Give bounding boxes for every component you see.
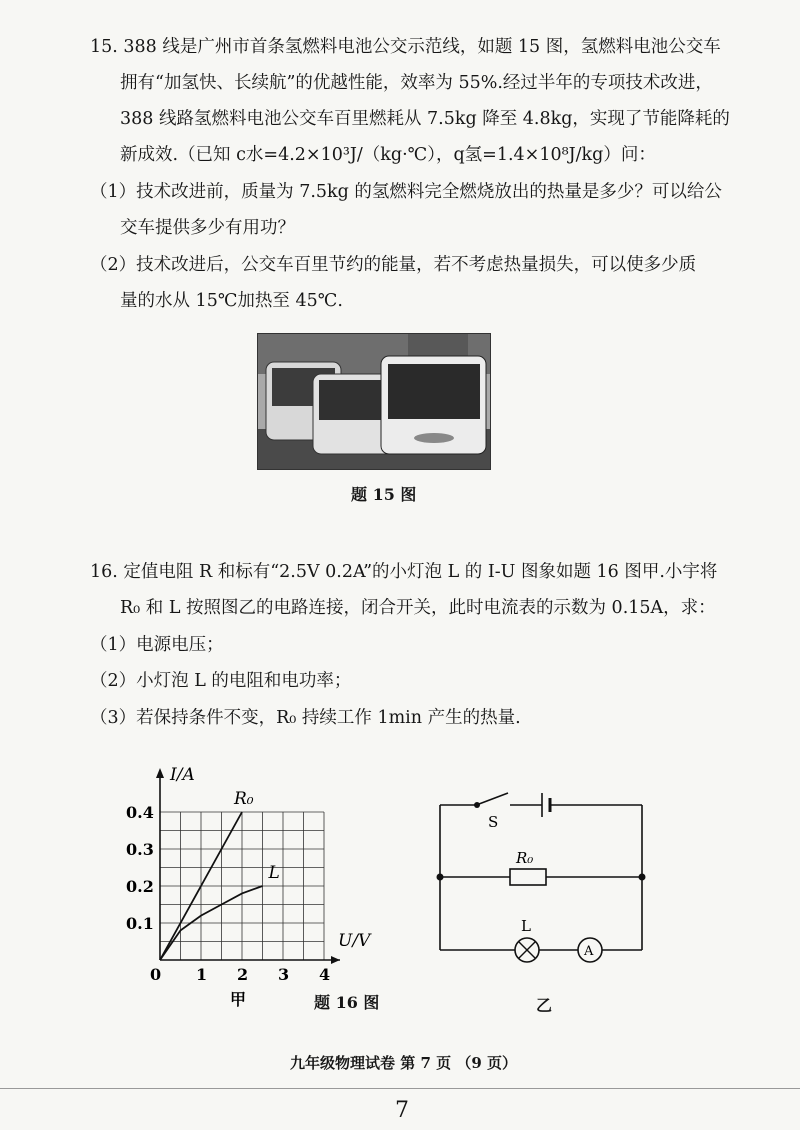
series-r0-label: R₀ xyxy=(234,789,254,809)
label-jia: 甲 xyxy=(230,990,247,1009)
switch-pivot xyxy=(474,802,480,808)
y-axis-arrow xyxy=(156,768,164,778)
x-axis-arrow xyxy=(331,956,340,964)
q15-line-4: 新成效.（已知 c水=4.2×10³J/（kg·℃），q氢=1.4×10⁸J/kg）问： xyxy=(120,145,656,165)
x-tick-label: 1 xyxy=(196,965,208,984)
y-axis-label: I/A xyxy=(170,765,195,785)
lamp-label: L xyxy=(521,917,531,935)
q15-part-2b: 量的水从 15℃加热至 45℃. xyxy=(120,291,343,311)
label-yi: 乙 xyxy=(536,996,553,1015)
q15-line-3: 388 线路氢燃料电池公交车百里燃耗从 7.5kg 降至 4.8kg，实现了节能降耗的 xyxy=(120,109,730,129)
bus-illustration xyxy=(258,334,490,469)
q15-part-1b: 交车提供多少有用功？ xyxy=(120,218,295,238)
q16-figure-caption: 题 16 图 xyxy=(314,993,380,1012)
x-tick-label: 3 xyxy=(278,965,290,984)
q15-line-2: 拥有“加氢快、长续航”的优越性能，效率为 55%.经过半年的专项技术改进， xyxy=(120,73,713,93)
y-tick-label: 0.2 xyxy=(126,877,154,896)
x-tick-label: 4 xyxy=(319,965,331,984)
q16-line-2: R₀ 和 L 按照图乙的电路连接，闭合开关，此时电流表的示数为 0.15A，求： xyxy=(120,598,716,618)
switch-label: S xyxy=(488,813,499,831)
q15-line-1: 15. 388 线是广州市首条氢燃料电池公交示范线，如题 15 图，氢燃料电池公交车 xyxy=(90,37,721,57)
q16-part-1: （1）电源电压； xyxy=(90,635,224,655)
q16-part-2: （2）小灯泡 L 的电阻和电功率； xyxy=(90,671,352,691)
series-l-label: L xyxy=(268,863,280,883)
junction-right xyxy=(639,874,646,881)
page-number: 7 xyxy=(395,1098,409,1123)
q15-figure-caption: 题 15 图 xyxy=(351,485,417,504)
q16-part-3: （3）若保持条件不变，R₀ 持续工作 1min 产生的热量. xyxy=(90,708,521,728)
footer-rule xyxy=(0,1088,800,1089)
y-tick-label: 0.1 xyxy=(126,914,154,933)
graph-grid xyxy=(160,812,324,960)
bus-photo xyxy=(257,333,491,470)
series-lines xyxy=(160,789,280,960)
x-axis-label: U/V xyxy=(338,931,371,951)
q15-part-2a: （2）技术改进后，公交车百里节约的能量，若不考虑热量损失，可以使多少质 xyxy=(90,255,697,275)
junction-left xyxy=(437,874,444,881)
resistor-r0 xyxy=(510,869,546,885)
y-tick-label: 0.3 xyxy=(126,840,154,859)
switch-blade xyxy=(479,793,508,804)
resistor-label: R₀ xyxy=(516,849,534,867)
footer-text: 九年级物理试卷 第 7 页 （9 页） xyxy=(290,1054,517,1072)
y-tick-label: 0.4 xyxy=(126,803,154,822)
circuit-diagram xyxy=(430,785,660,985)
x-tick-label: 2 xyxy=(237,965,249,984)
q15-part-1a: （1）技术改进前，质量为 7.5kg 的氢燃料完全燃烧放出的热量是多少？可以给公 xyxy=(90,182,722,202)
ammeter-label: A xyxy=(584,944,594,959)
q16-line-1: 16. 定值电阻 R 和标有“2.5V 0.2A”的小灯泡 L 的 I-U 图象如题 16 图甲.小宇将 xyxy=(90,562,718,582)
origin-label: 0 xyxy=(150,965,162,984)
